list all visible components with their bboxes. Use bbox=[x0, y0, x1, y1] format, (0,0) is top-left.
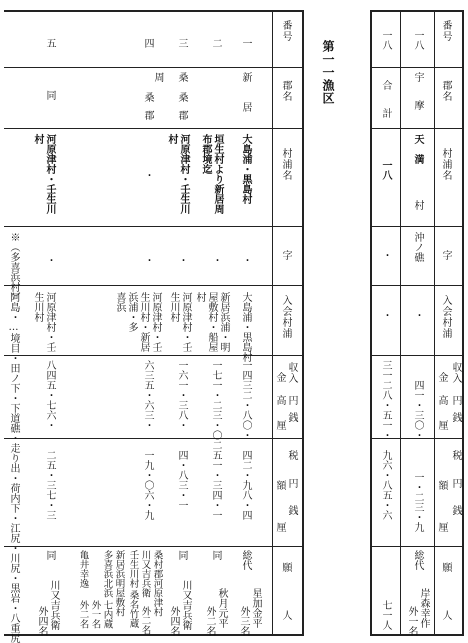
header-county: 郡名 bbox=[280, 80, 291, 102]
row2-tax: 五一・三四・一 bbox=[210, 450, 221, 520]
r-total-income: 三一二八・五一・ bbox=[380, 360, 391, 440]
header-tax-rin: 厘 bbox=[274, 522, 285, 533]
r-row-vic: ・ bbox=[412, 310, 423, 320]
row3-county-b: 桑 bbox=[176, 92, 187, 102]
row4-village: ・ bbox=[142, 170, 153, 180]
row2-income: 一七一・二三・〇二 bbox=[210, 360, 221, 450]
header-income-amount: 高 bbox=[274, 395, 285, 406]
row1-applicant-2: 星加金平 bbox=[250, 588, 261, 628]
r-total-aza: ・ bbox=[380, 250, 391, 260]
row3-vic-a: 河原津村・壬 bbox=[180, 292, 191, 352]
r-total-label-2: 計 bbox=[380, 108, 391, 118]
row2-number: 二 bbox=[210, 38, 221, 48]
row5-applicant-4: 亀井幸逸 bbox=[77, 550, 89, 588]
r-header-tax-top: 税 bbox=[450, 450, 461, 461]
row2-applicant-3: 外二名 bbox=[204, 606, 215, 636]
r-header-tax-sen: 銭 bbox=[450, 505, 461, 516]
r-row-applicant-1: 総代 bbox=[412, 550, 423, 570]
row1-applicant-3: 外三名 bbox=[238, 606, 249, 636]
r-row-village-a: 天 満 bbox=[412, 134, 423, 164]
row4-aza: ・ bbox=[142, 255, 153, 265]
header-tax-amount: 額 bbox=[274, 480, 285, 491]
header-tax-yen: 円 bbox=[286, 478, 297, 489]
header-income-rin: 厘 bbox=[274, 420, 285, 431]
header-tax-top: 税 bbox=[286, 450, 297, 461]
row2-applicant-1: 同 bbox=[210, 550, 221, 560]
row4-applicant-1: 桑村郡河原津村 bbox=[151, 550, 163, 617]
row1-tax: 四二・九八・四 bbox=[240, 450, 251, 520]
row5-aza: ※（多喜浜村） bbox=[8, 232, 19, 302]
row5-county: 同 bbox=[44, 90, 55, 100]
r-header-vic: 入会村浦 bbox=[440, 295, 451, 339]
header-applicant-top: 願 bbox=[280, 562, 291, 573]
row3-county-a: 桑 bbox=[176, 72, 187, 82]
row4-vic-a: 河原津村・壬 bbox=[150, 292, 161, 352]
r-header-aza: 字 bbox=[440, 250, 451, 261]
header-income-money: 金 bbox=[274, 372, 285, 383]
r-header-applicant-top: 願 bbox=[440, 562, 451, 573]
row2-aza: ・ bbox=[210, 255, 221, 265]
row3-aza: ・ bbox=[176, 255, 187, 265]
r-header-income-yen: 円 bbox=[450, 395, 461, 406]
row2-applicant-2: 秋月元平 bbox=[216, 588, 227, 628]
r-header-number: 番号 bbox=[440, 20, 451, 42]
row5-applicant-1: 同 bbox=[44, 550, 55, 560]
header-applicant-bottom: 人 bbox=[280, 610, 291, 621]
row4-vic-b: 生川村・新居 bbox=[138, 292, 149, 352]
row2-vic-a: 新居浜浦・明 bbox=[218, 292, 229, 352]
row3-village: 河原津村・壬生川 bbox=[178, 134, 189, 214]
r-row-income: 四一・三〇・ bbox=[412, 380, 423, 440]
r-header-income-money: 金 bbox=[436, 372, 447, 383]
row1-village: 大島浦・黒島村 bbox=[240, 134, 251, 204]
row4-county-c: 郡 bbox=[142, 110, 153, 120]
row4-vic-c: 浜浦・多 bbox=[126, 292, 137, 332]
row4-applicant-6: 新居浜明屋敷村 bbox=[113, 550, 125, 617]
row4-applicant-3: 外二名 bbox=[139, 606, 151, 635]
row5-applicant-3: 外四名 bbox=[36, 606, 47, 636]
row3-applicant-1: 同 bbox=[176, 550, 187, 560]
row4-income: 六三五・六三・ bbox=[142, 360, 153, 430]
row2-vic-c: 村 bbox=[194, 292, 205, 302]
r-total-applicant: 七一人 bbox=[380, 600, 391, 630]
row1-applicant-1: 総代 bbox=[240, 550, 251, 570]
r-row-county-b: 摩 bbox=[412, 100, 423, 110]
row3-applicant-2: 川又吉兵衛 bbox=[180, 580, 191, 630]
row5-aza-dot: ・ bbox=[44, 255, 55, 265]
r-header-tax-yen: 円 bbox=[450, 478, 461, 489]
row4-applicant-8: 七内蔵 bbox=[101, 600, 113, 629]
row2-village-a: 垣生村より新居周 bbox=[212, 134, 223, 214]
row4-applicant-7: 多喜浜北浜 bbox=[101, 550, 113, 598]
row1-number: 一 bbox=[240, 38, 251, 48]
footnote: 阿島・…境目・田ノ下・下道礁・走り出・荷内下・江尻・川尻・黒岩・八重尻 bbox=[8, 292, 19, 643]
row5-number: 五 bbox=[44, 38, 55, 48]
r-header-village: 村浦名 bbox=[440, 148, 451, 181]
r-total-label-1: 合 bbox=[380, 80, 391, 90]
r-header-income-rin: 厘 bbox=[436, 420, 447, 431]
row5-vic-b: 生川村 bbox=[32, 292, 43, 322]
header-income-sen: 銭 bbox=[286, 412, 297, 423]
row5-income: 八四五・七六・ bbox=[44, 360, 55, 430]
header-income-top: 収入 bbox=[286, 362, 297, 384]
row3-vic-b: 生川村 bbox=[168, 292, 179, 322]
row5-village-b: 村 bbox=[32, 134, 43, 144]
row4-county-b: 桑 bbox=[142, 92, 153, 102]
row5-village-a: 河原津村・壬生川 bbox=[44, 134, 55, 214]
row5-applicant-2: 川又吉兵衛 bbox=[48, 580, 59, 630]
left-table bbox=[4, 10, 304, 643]
r-row-number: 一八 bbox=[412, 30, 423, 50]
row2-vic-b: 屋敷村・船屋 bbox=[206, 292, 217, 352]
r-row-tax: 一・二三・九 bbox=[412, 472, 423, 532]
r-row-applicant-3: 外一名 bbox=[406, 606, 417, 636]
r-total-number: 一八 bbox=[380, 30, 391, 50]
header-income-yen: 円 bbox=[286, 395, 297, 406]
row1-villages-in-common: 大島浦・黒島村 bbox=[240, 292, 251, 362]
row3-village-b: 村 bbox=[166, 134, 177, 144]
row1-county: 新 居 bbox=[240, 72, 251, 112]
row3-tax: 四・八三・一 bbox=[176, 450, 187, 510]
row4-tax: 一九・〇六・九 bbox=[142, 450, 153, 520]
r-row-aza: 沖ノ礁 bbox=[412, 232, 423, 262]
r-total-tax: 九六・八五・六 bbox=[380, 450, 391, 520]
header-village: 村浦名 bbox=[280, 148, 291, 181]
r-header-income-top: 収入 bbox=[450, 362, 461, 384]
row4-applicant-4: 壬生川村 bbox=[127, 550, 139, 588]
row4-applicant-5: 桑名竹蔵 bbox=[127, 590, 139, 628]
row1-income: 一四三二・八〇・ bbox=[240, 360, 251, 440]
r-total-vic: ・ bbox=[380, 310, 391, 320]
district-title: 第一一漁区 bbox=[321, 40, 335, 105]
r-total-village: 一八 bbox=[380, 160, 391, 180]
r-row-applicant-2: 岸森幸作 bbox=[418, 588, 429, 628]
r-header-tax-rin: 厘 bbox=[436, 522, 447, 533]
r-row-village-b: 村 bbox=[412, 200, 423, 210]
header-aza: 字 bbox=[280, 250, 291, 261]
row1-aza: ・ bbox=[240, 255, 251, 265]
row3-applicant-3: 外四名 bbox=[168, 606, 179, 636]
r-header-tax-amount: 額 bbox=[436, 480, 447, 491]
r-header-county: 郡名 bbox=[440, 80, 451, 102]
row4-county-a: 周 bbox=[152, 72, 163, 82]
header-tax-sen: 銭 bbox=[286, 505, 297, 516]
row4-applicant-9: 外一名 bbox=[89, 600, 101, 629]
row2-village-b: 布郡境迄 bbox=[200, 134, 211, 174]
row5-tax: 二五・三七・三 bbox=[44, 450, 55, 520]
header-villages-in-common: 入会村浦 bbox=[280, 295, 291, 339]
r-header-income-amount: 高 bbox=[436, 395, 447, 406]
row4-number: 四 bbox=[142, 38, 153, 48]
row5-vic-a: 河原津村・壬 bbox=[44, 292, 55, 352]
row3-number: 三 bbox=[176, 38, 187, 48]
header-number: 番号 bbox=[280, 20, 291, 42]
row5-applicant-5: 外二名 bbox=[77, 600, 89, 629]
right-table bbox=[370, 10, 464, 636]
row3-income: 一六一・三八・ bbox=[176, 360, 187, 430]
row3-county-c: 郡 bbox=[176, 110, 187, 120]
r-header-income-sen: 銭 bbox=[450, 412, 461, 423]
r-header-applicant-bottom: 人 bbox=[440, 610, 451, 621]
r-row-county-a: 宇 bbox=[412, 72, 423, 82]
row4-applicant-2: 川又吉兵衛 bbox=[139, 550, 151, 598]
row4-vic-d: 喜浜 bbox=[114, 292, 125, 312]
